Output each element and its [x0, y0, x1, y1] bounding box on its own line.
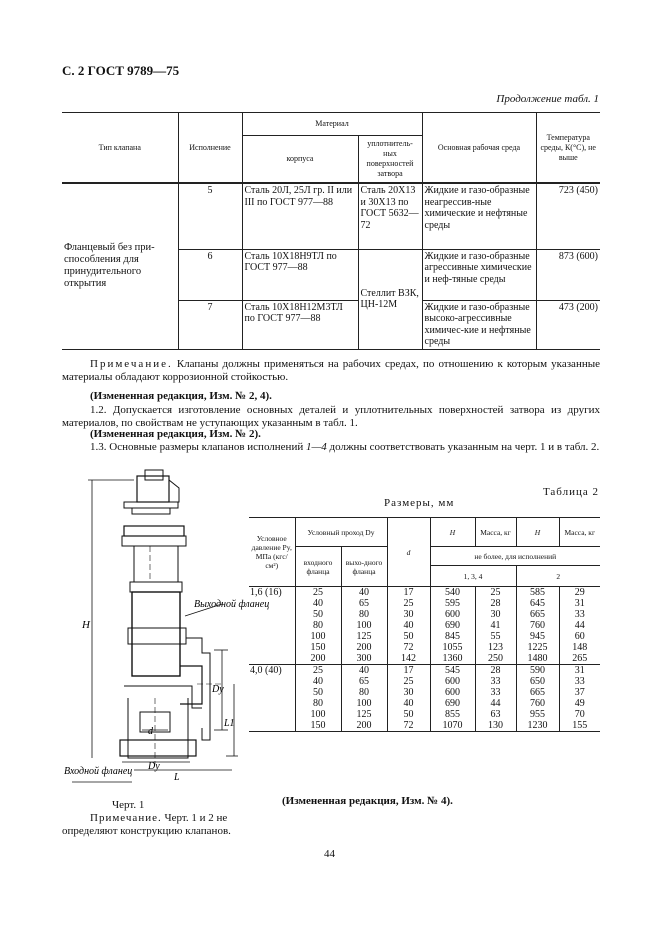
pressure-cell	[249, 720, 295, 732]
table-cell: 70	[559, 709, 600, 720]
col-exec: Исполнение	[178, 113, 242, 184]
table-cell: 200	[341, 642, 387, 653]
table-cell: 100	[295, 709, 341, 720]
table-cell: 40	[295, 676, 341, 687]
table-cell: 65	[341, 598, 387, 609]
table-cell: 80	[295, 698, 341, 709]
t2-mass2: Масса, кг	[559, 518, 600, 547]
table-cell: 33	[559, 676, 600, 687]
pressure-cell	[249, 709, 295, 720]
table-cell: 265	[559, 653, 600, 665]
table-cell: 60	[559, 631, 600, 642]
table-row	[249, 698, 600, 709]
table2-title: Таблица 2	[542, 486, 599, 498]
drawing-label-H: H	[82, 619, 90, 631]
valve-type: Фланцевый без при-способления для принудительного открытия	[62, 183, 178, 349]
pressure-cell: 1,6 (16)	[249, 587, 295, 599]
table-row	[249, 642, 600, 653]
table2-caption: Размеры, мм	[384, 497, 455, 509]
table-cell: 40	[341, 665, 387, 677]
table-cell: 28	[475, 665, 516, 677]
body-5: Сталь 20Л, 25Л гр. II или III по ГОСТ 977—88	[242, 183, 358, 249]
note-1-text: Клапаны должны применяться на рабочих средах, по отношению к которым указанные материалы обладают коррозионной стойкостью.	[62, 358, 600, 383]
table-cell: 25	[387, 676, 430, 687]
medium-6: Жидкие и газо-образные агрессивные химические и неф-тяные среды	[422, 249, 536, 300]
table-cell: 80	[341, 687, 387, 698]
table-cell: 760	[516, 698, 559, 709]
col-temp: Температура среды, К(°С), не выше	[536, 113, 600, 184]
table-cell: 125	[341, 631, 387, 642]
temp-5: 723 (450)	[536, 183, 600, 249]
figure-caption: Черт. 1	[112, 799, 145, 811]
table-cell: 30	[475, 609, 516, 620]
table-cell: 650	[516, 676, 559, 687]
table-cell: 44	[559, 620, 600, 631]
pressure-cell	[249, 687, 295, 698]
medium-5: Жидкие и газо-образные неагрессив-ные химические и нефтяные среды	[422, 183, 536, 249]
table-cell: 80	[295, 620, 341, 631]
table-cell: 44	[475, 698, 516, 709]
body-6: Сталь 10Х18Н9ТЛ по ГОСТ 977—88	[242, 249, 358, 300]
table-row	[249, 687, 600, 698]
t2-dn: Условный проход Dy	[295, 518, 387, 547]
drawing-label-in: Входной фланец	[64, 766, 133, 777]
table-cell: 1225	[516, 642, 559, 653]
table-cell: 50	[387, 631, 430, 642]
temp-7: 473 (200)	[536, 300, 600, 349]
table-cell: 100	[341, 620, 387, 631]
table-cell: 150	[295, 720, 341, 732]
table-cell: 63	[475, 709, 516, 720]
table-cell: 80	[341, 609, 387, 620]
table-row	[249, 665, 600, 677]
table-cell: 25	[295, 665, 341, 677]
table-cell: 1480	[516, 653, 559, 665]
table-cell: 49	[559, 698, 600, 709]
table-cell: 855	[430, 709, 475, 720]
table-cell: 50	[295, 687, 341, 698]
table-cell: 250	[475, 653, 516, 665]
table-cell: 200	[341, 720, 387, 732]
t2-pressure: Условное давление Py, МПа (кгс/см²)	[249, 518, 295, 587]
table-cell: 30	[387, 609, 430, 620]
table-cell: 665	[516, 687, 559, 698]
table-cell: 645	[516, 598, 559, 609]
paragraph-1-3	[62, 441, 600, 454]
t2-in: входного фланца	[295, 547, 341, 587]
col-type: Тип клапана	[62, 113, 178, 184]
table-cell: 600	[430, 687, 475, 698]
pressure-cell	[249, 642, 295, 653]
table-cell: 142	[387, 653, 430, 665]
pressure-cell	[249, 620, 295, 631]
table-cell: 955	[516, 709, 559, 720]
note-1-label: Примечание.	[90, 358, 173, 370]
table-cell: 200	[295, 653, 341, 665]
table-cell: 595	[430, 598, 475, 609]
table-cell: 50	[295, 609, 341, 620]
table-cell: 150	[295, 642, 341, 653]
pressure-cell	[249, 676, 295, 687]
table-row	[249, 620, 600, 631]
table-cell: 665	[516, 609, 559, 620]
table-cell: 845	[430, 631, 475, 642]
temp-6: 873 (600)	[536, 249, 600, 300]
amendment-1: (Измененная редакция, Изм. № 2, 4).	[90, 390, 272, 402]
exec-5: 5	[178, 183, 242, 249]
col-seal: уплотнитель-ных поверхностей затвора	[358, 136, 422, 184]
drawing-label-dy-right: Dy	[212, 684, 224, 695]
table-cell: 100	[341, 698, 387, 709]
col-material: Материал	[242, 113, 422, 136]
t2-mass1: Масса, кг	[475, 518, 516, 547]
table-cell: 1055	[430, 642, 475, 653]
page-number: 44	[324, 848, 335, 860]
pressure-cell: 4,0 (40)	[249, 665, 295, 677]
table-row	[249, 598, 600, 609]
table-cell: 300	[341, 653, 387, 665]
table-cell: 40	[341, 587, 387, 599]
table-cell: 690	[430, 620, 475, 631]
body-7: Сталь 10Х18Н12М3ТЛ по ГОСТ 977—88	[242, 300, 358, 349]
table-cell: 40	[295, 598, 341, 609]
table-cell: 600	[430, 676, 475, 687]
table-cell: 1360	[430, 653, 475, 665]
page-header: С. 2 ГОСТ 9789—75	[62, 63, 180, 78]
table-cell: 33	[559, 609, 600, 620]
table-cell: 540	[430, 587, 475, 599]
table-cell: 50	[387, 709, 430, 720]
paragraph-1-2: 1.2. Допускается изготовление основных деталей и уплотнительных поверхностей затвора из других материалов, по свойствам не уступающих указанным в табл. 1.	[62, 404, 600, 429]
table-cell: 25	[295, 587, 341, 599]
medium-7: Жидкие и газо-образные высоко-агрессивные химичес-кие и нефтяные среды	[422, 300, 536, 349]
pressure-cell	[249, 631, 295, 642]
t2-nomore: не более, для исполнений	[430, 547, 600, 566]
table-cell: 28	[475, 598, 516, 609]
note-1	[62, 358, 600, 384]
table-cell: 31	[559, 598, 600, 609]
drawing-label-l: L	[174, 772, 180, 783]
table-cell: 17	[387, 665, 430, 677]
col-medium: Основная рабочая среда	[422, 113, 536, 184]
table-cell: 590	[516, 665, 559, 677]
table-cell: 33	[475, 687, 516, 698]
t2-out: выхо-дного фланца	[341, 547, 387, 587]
table-cell: 1070	[430, 720, 475, 732]
exec-6: 6	[178, 249, 242, 300]
table-cell: 29	[559, 587, 600, 599]
table-cell: 40	[387, 620, 430, 631]
table-row	[249, 676, 600, 687]
table-cell: 148	[559, 642, 600, 653]
table-cell: 155	[559, 720, 600, 732]
amendment-2: (Измененная редакция, Изм. № 2).	[90, 428, 261, 440]
table-row	[249, 587, 600, 599]
table-row	[249, 609, 600, 620]
seal-67: Стеллит ВЗК, ЦН-12М	[358, 249, 422, 349]
table-cell: 945	[516, 631, 559, 642]
t2-d: d	[387, 518, 430, 587]
table-row	[249, 631, 600, 642]
drawing-label-l1: L1	[224, 718, 235, 729]
table-cell: 760	[516, 620, 559, 631]
table-cell: 130	[475, 720, 516, 732]
table-cell: 31	[559, 665, 600, 677]
table-cell: 65	[341, 676, 387, 687]
table-cell: 100	[295, 631, 341, 642]
table-cell: 37	[559, 687, 600, 698]
p13-b: 1—4	[305, 441, 327, 453]
table-cell: 33	[475, 676, 516, 687]
table-cell: 690	[430, 698, 475, 709]
pressure-cell	[249, 653, 295, 665]
dimensions-table	[249, 517, 600, 732]
table-cell: 40	[387, 698, 430, 709]
table-continuation: Продолжение табл. 1	[496, 93, 599, 105]
amendment-3: (Измененная редакция, Изм. № 4).	[282, 795, 453, 807]
materials-table	[62, 112, 600, 350]
exec-7: 7	[178, 300, 242, 349]
t2-h2: H	[516, 518, 559, 547]
t2-h1: H	[430, 518, 475, 547]
t2-exec1: 1, 3, 4	[430, 566, 516, 587]
drawing-label-dy-bottom: Dy	[148, 761, 160, 772]
table-cell: 600	[430, 609, 475, 620]
table-cell: 25	[475, 587, 516, 599]
table-cell: 41	[475, 620, 516, 631]
drawing-label-d: d	[148, 726, 153, 737]
drawing-label-out: Выходной фланец	[194, 599, 270, 610]
seal-5: Сталь 20Х13 и 30Х13 по ГОСТ 5632—72	[358, 183, 422, 249]
p13-a: 1.3. Основные размеры клапанов исполнений	[90, 441, 306, 453]
note-2-text: Черт. 1 и 2 не определяют конструкцию клапанов.	[62, 812, 231, 837]
table-cell: 125	[341, 709, 387, 720]
table-cell: 585	[516, 587, 559, 599]
table-cell: 123	[475, 642, 516, 653]
note-2	[62, 812, 262, 838]
table-row	[249, 653, 600, 665]
col-body: корпуса	[242, 136, 358, 184]
table-cell: 545	[430, 665, 475, 677]
table-cell: 25	[387, 598, 430, 609]
table-cell: 55	[475, 631, 516, 642]
table-cell: 17	[387, 587, 430, 599]
table-cell: 1230	[516, 720, 559, 732]
table-cell: 72	[387, 642, 430, 653]
t2-exec2: 2	[516, 566, 600, 587]
pressure-cell	[249, 698, 295, 709]
note-2-label: Примечание.	[90, 812, 162, 824]
p13-c: должны соответствовать указанным на черт. 1 и в табл. 2.	[326, 441, 600, 453]
table-row	[249, 720, 600, 732]
pressure-cell	[249, 609, 295, 620]
table-cell: 30	[387, 687, 430, 698]
table-row	[249, 709, 600, 720]
table-cell: 72	[387, 720, 430, 732]
